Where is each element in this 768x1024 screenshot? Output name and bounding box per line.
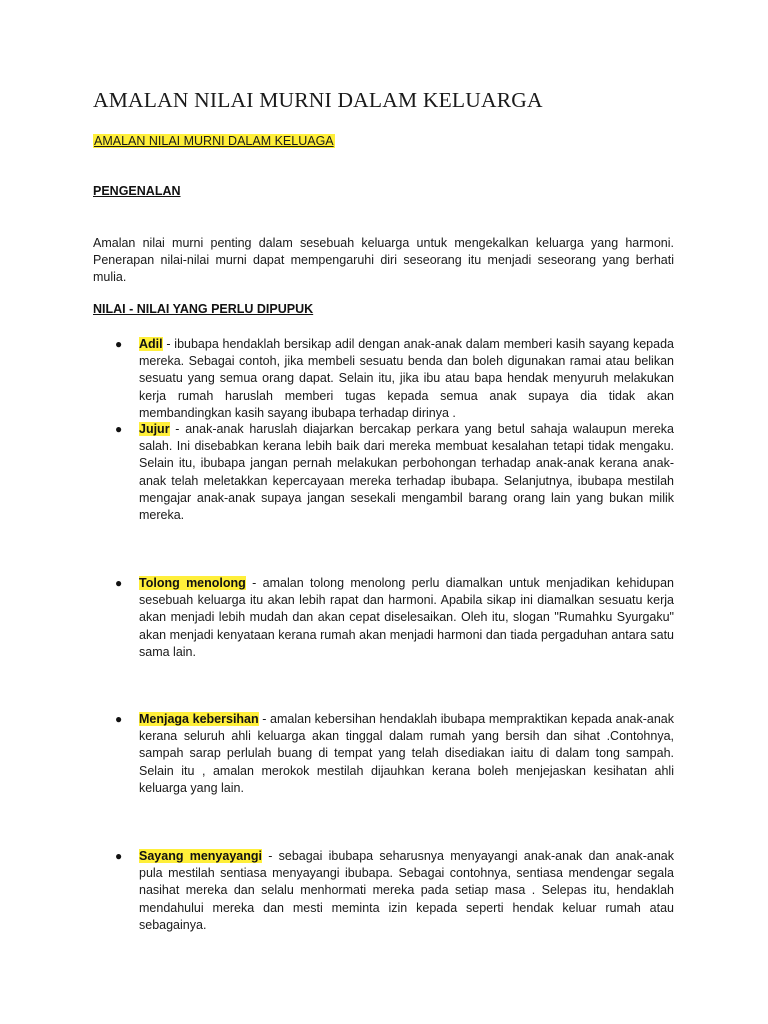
value-term: Adil <box>139 337 163 351</box>
value-description: - amalan kebersihan hendaklah ibubapa mempraktikan kepada anak-anak kerana seluruh ahli keluarga akan tinggal dalam rumah yang bersih dan sihat .Contohnya, sampah sarap perlulah buang di tempat yang telah disediakan iaitu di dalam tong sampah. Selain itu , amalan merokok mestilah dijauhkan kerana boleh menjejaskan kesihatan ahli keluarga yang lain. <box>139 712 674 795</box>
value-term: Menjaga kebersihan <box>139 712 259 726</box>
value-description: - amalan tolong menolong perlu diamalkan untuk menjadikan kehidupan sesebuah keluarga itu akan lebih rapat dan harmoni. Apabila sikap ini diamalkan sesuatu kerja akan menjadi lebih mudah dan akan cepat diselesaikan. Oleh itu, slogan "Rumahku Syurgaku" akan menjadi kenyataan kerana rumah akan menjadi harmoni dan tiada pergaduhan antara satu sama lain. <box>139 576 675 659</box>
bullet-icon: ● <box>115 576 123 590</box>
list-item-text <box>139 575 674 661</box>
value-term: Jujur <box>139 422 170 436</box>
value-term: Sayang menyayangi <box>139 849 262 863</box>
value-description: - anak-anak haruslah diajarkan bercakap perkara yang betul sahaja walaupun mereka salah. Ini disebabkan kerana lebih baik dari mereka membuat kesalahan tetapi tidak mengaku. Selain itu, ibubapa jangan pernah melakukan perbohongan terhadap anak-anak kerana anak-anak telah meletakkan kepercayaan mereka terhadap ibubapa. Selanjutnya, ibubapa mestilah mengajar anak-anak supaya jangan sesekali mengambil barang orang lain yang bukan milik mereka. <box>139 422 674 523</box>
bullet-icon: ● <box>115 849 123 863</box>
page-title: AMALAN NILAI MURNI DALAM KELUARGA <box>93 88 543 112</box>
bullet-icon: ● <box>115 712 123 726</box>
intro-heading: PENGENALAN <box>93 184 181 198</box>
value-term: Tolong menolong <box>139 576 246 590</box>
value-description: - sebagai ibubapa seharusnya menyayangi anak-anak dan anak-anak pula mestilah sentiasa menyayangi ibubapa. Sebagai contohnya, sentiasa mendengar segala nasihat mereka dan selalu menhormati mereka pada setiap masa . Selepas itu, hendaklah mendahului mereka dan mesti meminta izin kepada seperti hendak keluar rumah atau sebagainya. <box>139 849 674 932</box>
bullet-icon: ● <box>115 422 123 436</box>
list-item-text <box>139 421 674 524</box>
list-item-text <box>139 336 674 422</box>
value-description: - ibubapa hendaklah bersikap adil dengan anak-anak dalam memberi kasih sayang kepada mereka. Sebagai contoh, jika membeli sesuatu benda dan boleh digunakan ramai atau belikan sesuatu yang semua orang dapat. Selain itu, jika ibu atau bapa hendak menyuruh melakukan kerja rumah haruslah memberi tugas kepada semua anak supaya dia tidak akan membandingkan kasih sayang ibubapa terhadap dirinya . <box>139 337 674 420</box>
intro-paragraph: Amalan nilai murni penting dalam sesebuah keluarga untuk mengekalkan keluarga yang harmoni. Penerapan nilai-nilai murni dapat mempengaruhi diri seseorang itu menjadi seseorang yang berhati mulia. <box>93 236 674 284</box>
page-subtitle: AMALAN NILAI MURNI DALAM KELUAGA <box>94 134 334 148</box>
list-item-text <box>139 711 674 797</box>
list-item-text <box>139 848 674 934</box>
bullet-icon: ● <box>115 337 123 351</box>
values-heading: NILAI - NILAI YANG PERLU DIPUPUK <box>93 302 314 316</box>
